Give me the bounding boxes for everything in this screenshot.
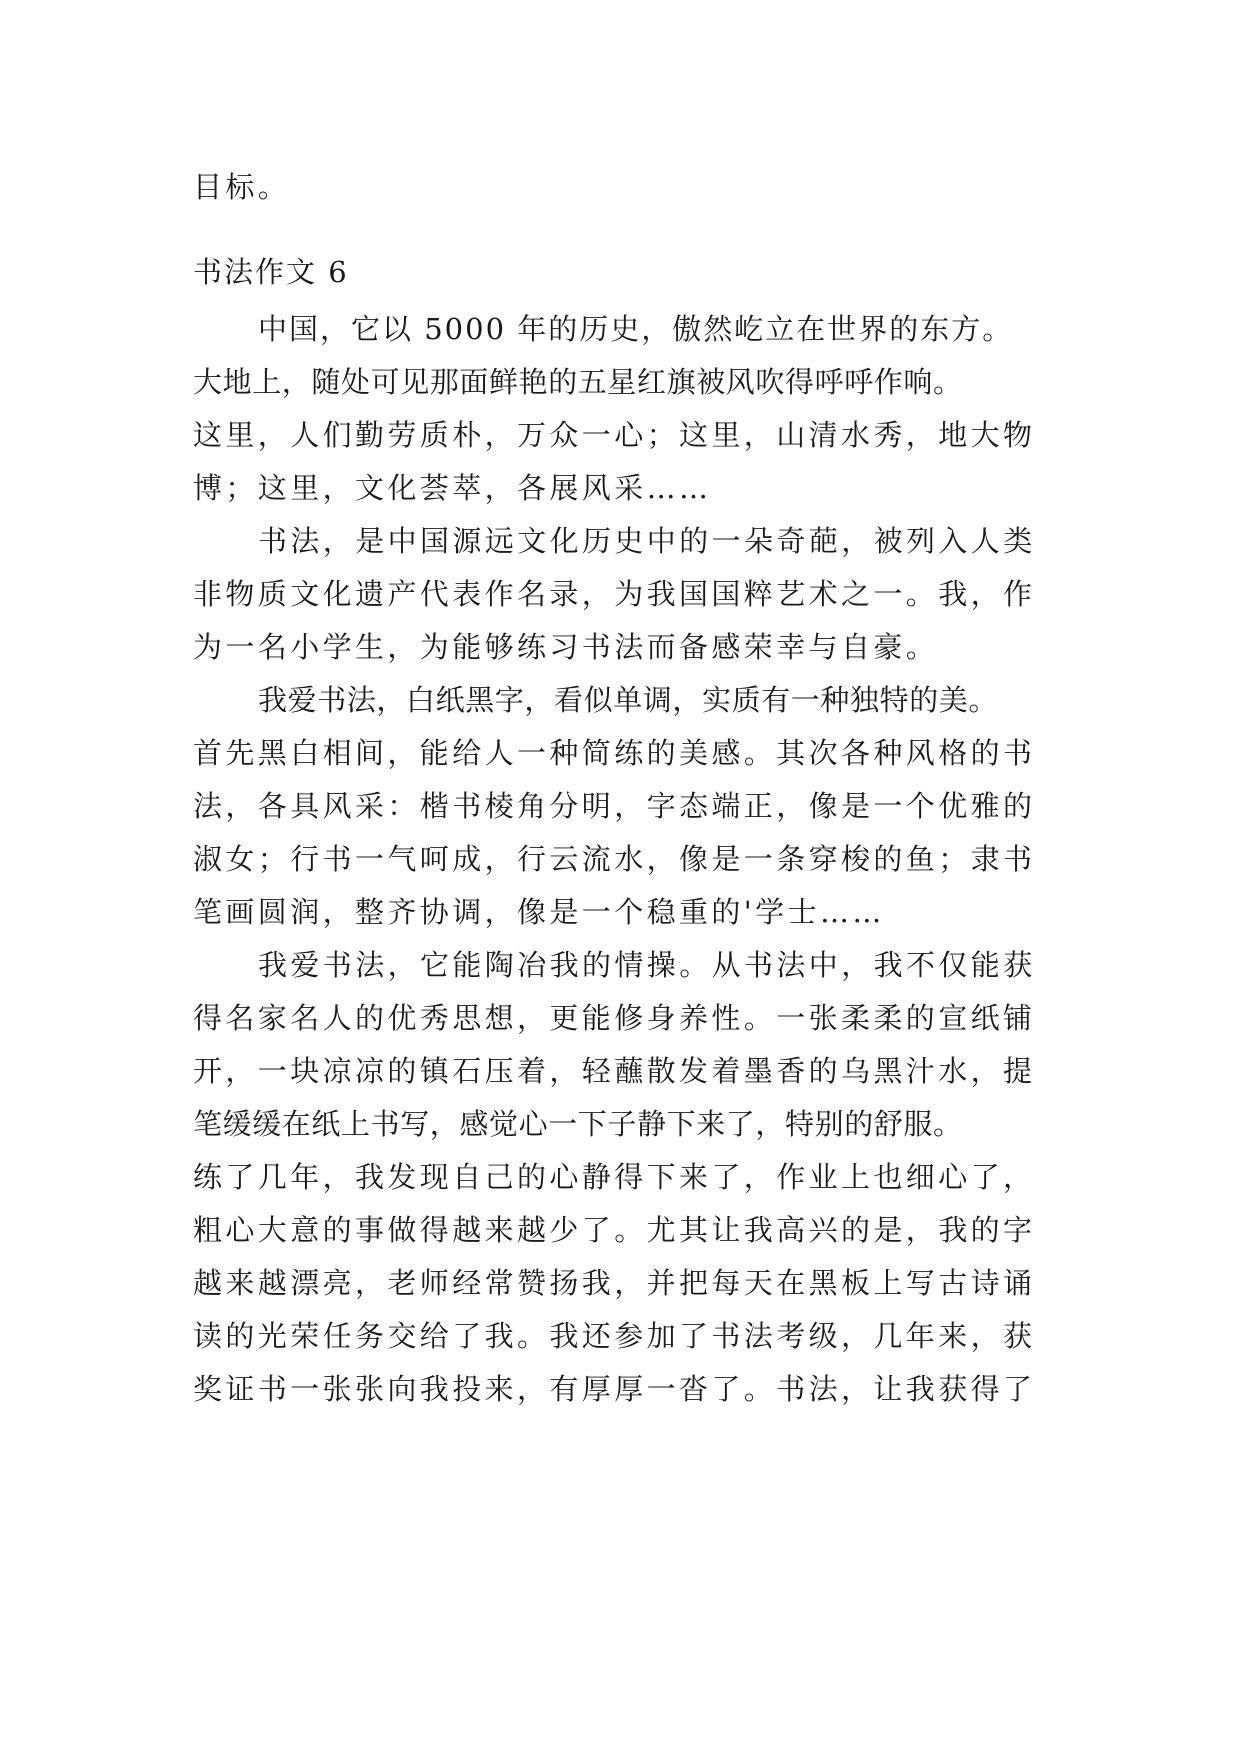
paragraph-line: 笔缓缓在纸上书写，感觉心一下子静下来了，特别的舒服。: [193, 1107, 963, 1141]
paragraph-line: 淑女；行书一气呵成，行云流水，像是一条穿梭的鱼；隶书: [193, 842, 1036, 876]
paragraph-line: 为一名小学生，为能够练习书法而备感荣幸与自豪。: [193, 630, 939, 664]
paragraph-line: 越来越漂亮，老师经常赞扬我，并把每天在黑板上写古诗诵: [193, 1266, 1036, 1300]
paragraph-line: 首先黑白相间，能给人一种简练的美感。其次各种风格的书: [193, 736, 1036, 770]
paragraph-line: 这里，人们勤劳质朴，万众一心；这里，山清水秀，地大物: [193, 418, 1036, 452]
text-line: 目标。: [193, 170, 291, 204]
paragraph-line: 开，一块凉凉的镇石压着，轻蘸散发着墨香的乌黑汁水，提: [193, 1054, 1036, 1088]
essay-title: 书法作文 6: [193, 255, 349, 289]
paragraph-line: 粗心大意的事做得越来越少了。尤其让我高兴的是，我的字: [193, 1213, 1036, 1247]
paragraph-line: 我爱书法，白纸黑字，看似单调，实质有一种独特的美。: [258, 683, 999, 717]
paragraph-line: 奖证书一张张向我投来，有厚厚一沓了。书法，让我获得了: [193, 1372, 1036, 1406]
paragraph-line: 练了几年，我发现自己的心静得下来了，作业上也细心了，: [193, 1160, 1036, 1194]
paragraph-line: 法，各具风采：楷书棱角分明，字态端正，像是一个优雅的: [193, 789, 1036, 823]
paragraph-line: 大地上，随处可见那面鲜艳的五星红旗被风吹得呼呼作响。: [193, 365, 963, 399]
paragraph-line: 书法，是中国源远文化历史中的一朵奇葩，被列入人类: [258, 524, 1036, 558]
paragraph-line: 我爱书法，它能陶冶我的情操。从书法中，我不仅能获: [258, 948, 1036, 982]
paragraph-line: 笔画圆润，整齐协调，像是一个稳重的'学士……: [193, 895, 885, 929]
paragraph-line: 读的光荣任务交给了我。我还参加了书法考级，几年来，获: [193, 1319, 1036, 1353]
paragraph-line: 非物质文化遗产代表作名录，为我国国粹艺术之一。我，作: [193, 577, 1036, 611]
paragraph-line: 中国，它以 5000 年的历史，傲然屹立在世界的东方。: [258, 312, 1014, 346]
paragraph-line: 博；这里，文化荟萃，各展风采……: [193, 471, 712, 505]
paragraph-line: 得名家名人的优秀思想，更能修身养性。一张柔柔的宣纸铺: [193, 1001, 1036, 1035]
